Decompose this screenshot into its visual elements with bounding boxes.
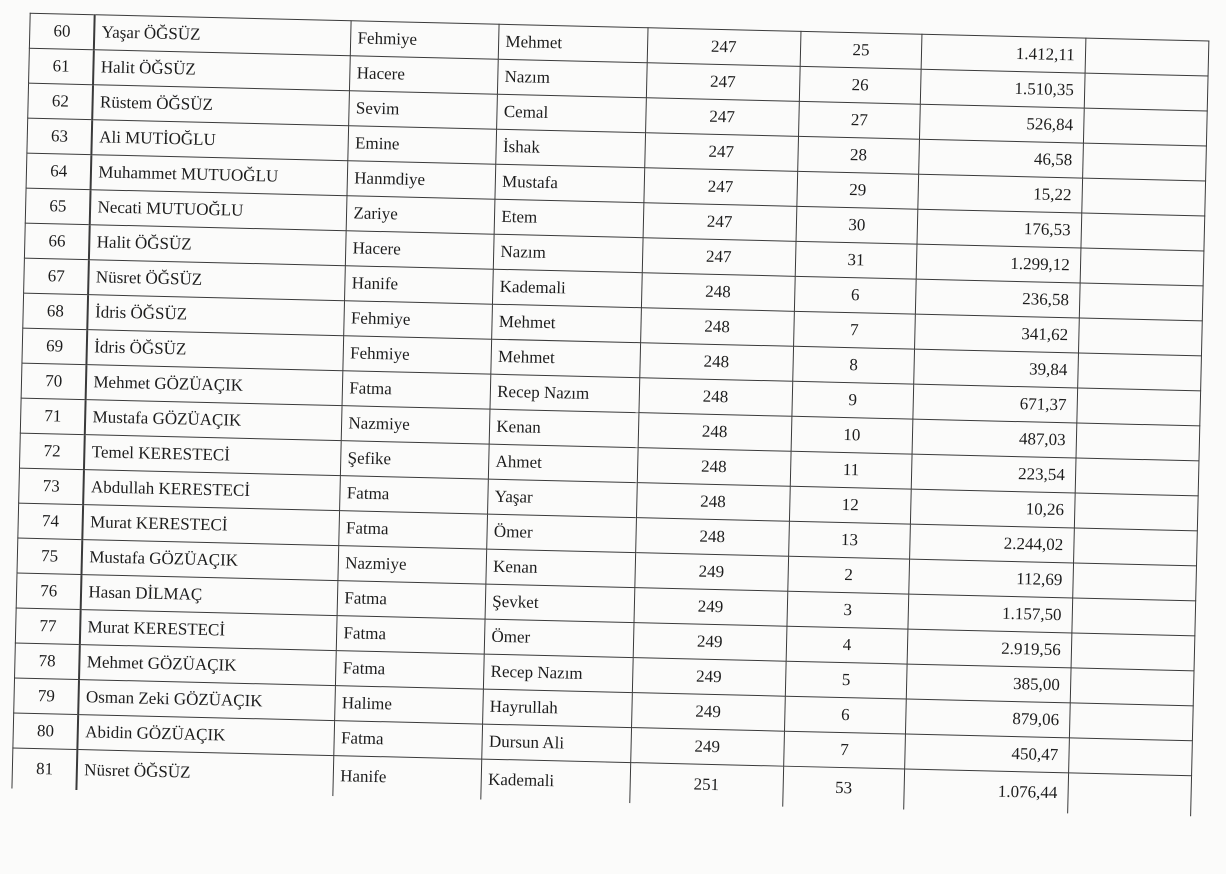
owner-name-cell: Halit ÖĞSÜZ [93, 50, 350, 91]
father-name-cell: Cemal [497, 94, 646, 132]
empty-cell [1067, 773, 1191, 816]
area-amount-cell: 879,06 [906, 699, 1070, 738]
row-number-cell: 71 [20, 398, 86, 435]
mother-name-cell: Fatma [340, 476, 489, 514]
row-number-cell: 80 [13, 713, 79, 750]
empty-cell [1068, 738, 1192, 776]
empty-cell [1077, 388, 1201, 426]
owner-name-cell: Mustafa GÖZÜAÇIK [82, 540, 339, 581]
row-number-cell: 60 [29, 13, 95, 50]
owner-name-cell: Abdullah KERESTECİ [84, 470, 341, 511]
empty-cell [1084, 73, 1208, 111]
mother-name-cell: Fatma [334, 721, 483, 759]
owner-name-cell: Murat KERESTECİ [83, 505, 340, 546]
row-number-cell: 74 [18, 503, 84, 540]
mother-name-cell: Fatma [336, 651, 485, 689]
empty-cell [1077, 353, 1201, 391]
father-name-cell: Nazım [498, 59, 647, 97]
parcel-number-cell: 6 [794, 276, 916, 314]
father-name-cell: Kademali [481, 759, 630, 803]
row-number-cell: 77 [15, 608, 81, 645]
owner-name-cell: Mehmet GÖZÜAÇIK [86, 365, 343, 406]
owner-name-cell: Hasan DİLMAÇ [81, 575, 338, 616]
owner-name-cell: Murat KERESTECİ [80, 610, 337, 651]
father-name-cell: Şevket [485, 584, 634, 622]
area-amount-cell: 450,47 [905, 734, 1069, 773]
empty-cell [1073, 528, 1197, 566]
block-number-cell: 247 [643, 203, 797, 242]
row-number-cell: 63 [27, 118, 93, 155]
father-name-cell: Kademali [493, 269, 642, 307]
block-number-cell: 249 [634, 588, 788, 627]
row-number-cell: 76 [16, 573, 82, 610]
mother-name-cell: Nazmiye [338, 546, 487, 584]
empty-cell [1082, 143, 1206, 181]
parcel-number-cell: 4 [786, 626, 908, 664]
parcel-number-cell: 10 [791, 416, 913, 454]
block-number-cell: 248 [637, 448, 791, 487]
row-number-cell: 73 [19, 468, 85, 505]
parcel-number-cell: 27 [798, 101, 920, 139]
owners-table [11, 13, 1209, 817]
mother-name-cell: Sevim [349, 91, 498, 129]
area-amount-cell: 341,62 [915, 314, 1079, 353]
parcel-number-cell: 25 [800, 31, 922, 69]
area-amount-cell: 385,00 [906, 664, 1070, 703]
father-name-cell: Dursun Ali [482, 724, 631, 762]
mother-name-cell: Zariye [347, 196, 496, 234]
parcel-number-cell: 26 [799, 66, 921, 104]
parcel-number-cell: 28 [797, 136, 919, 174]
area-amount-cell: 1.076,44 [904, 769, 1068, 813]
owner-name-cell: Halit ÖĞSÜZ [89, 225, 346, 266]
block-number-cell: 251 [629, 763, 783, 807]
area-amount-cell: 2.244,02 [910, 524, 1074, 563]
mother-name-cell: Hacere [350, 56, 499, 94]
block-number-cell: 247 [646, 63, 800, 102]
empty-cell [1074, 493, 1198, 531]
block-number-cell: 248 [641, 273, 795, 312]
parcel-number-cell: 3 [787, 591, 909, 629]
area-amount-cell: 223,54 [911, 454, 1075, 493]
row-number-cell: 64 [26, 153, 92, 190]
owner-name-cell: Nüsret ÖĞSÜZ [89, 260, 346, 301]
area-amount-cell: 487,03 [912, 419, 1076, 458]
owner-name-cell: Osman Zeki GÖZÜAÇIK [79, 680, 336, 721]
block-number-cell: 248 [639, 343, 793, 382]
empty-cell [1076, 423, 1200, 461]
block-number-cell: 247 [642, 238, 796, 277]
mother-name-cell: Fatma [342, 371, 491, 409]
mother-name-cell: Hanife [333, 756, 482, 800]
owner-name-cell: Yaşar ÖĞSÜZ [94, 15, 351, 56]
father-name-cell: Recep Nazım [490, 374, 639, 412]
parcel-number-cell: 11 [790, 451, 912, 489]
block-number-cell: 248 [639, 378, 793, 417]
owner-name-cell: İdris ÖĞSÜZ [87, 330, 344, 371]
owner-name-cell: Abidin GÖZÜAÇIK [78, 715, 335, 756]
empty-cell [1080, 248, 1204, 286]
block-number-cell: 247 [647, 28, 801, 67]
block-number-cell: 249 [634, 553, 788, 592]
area-amount-cell: 1.412,11 [921, 34, 1085, 73]
father-name-cell: Nazım [494, 234, 643, 272]
owner-name-cell: İdris ÖĞSÜZ [88, 295, 345, 336]
father-name-cell: Recep Nazım [484, 654, 633, 692]
father-name-cell: Kenan [489, 409, 638, 447]
mother-name-cell: Halime [335, 686, 484, 724]
owner-name-cell: Necati MUTUOĞLU [90, 190, 347, 231]
owner-name-cell: Ali MUTİOĞLU [92, 120, 349, 161]
row-number-cell: 62 [28, 83, 94, 120]
row-number-cell: 78 [15, 643, 81, 680]
parcel-number-cell: 6 [784, 696, 906, 734]
mother-name-cell: Fehmiye [343, 336, 492, 374]
area-amount-cell: 46,58 [919, 139, 1083, 178]
empty-cell [1072, 598, 1196, 636]
area-amount-cell: 671,37 [913, 384, 1077, 423]
block-number-cell: 248 [635, 518, 789, 557]
owner-name-cell: Temel KERESTECİ [84, 435, 341, 476]
father-name-cell: Ömer [485, 619, 634, 657]
block-number-cell: 247 [645, 98, 799, 137]
parcel-number-cell: 2 [787, 556, 909, 594]
row-number-cell: 67 [24, 258, 90, 295]
area-amount-cell: 1.157,50 [908, 594, 1072, 633]
empty-cell [1081, 213, 1205, 251]
row-number-cell: 75 [17, 538, 83, 575]
father-name-cell: Hayrullah [483, 689, 632, 727]
area-amount-cell: 236,58 [916, 279, 1080, 318]
mother-name-cell: Fatma [337, 581, 486, 619]
mother-name-cell: Şefike [341, 441, 490, 479]
area-amount-cell: 2.919,56 [907, 629, 1071, 668]
parcel-number-cell: 31 [795, 241, 917, 279]
parcel-number-cell: 7 [793, 311, 915, 349]
parcel-number-cell: 7 [783, 731, 905, 769]
parcel-number-cell: 9 [792, 381, 914, 419]
parcel-number-cell: 29 [797, 171, 919, 209]
owner-name-cell: Mustafa GÖZÜAÇIK [85, 400, 342, 441]
area-amount-cell: 15,22 [918, 174, 1082, 213]
mother-name-cell: Fehmiye [344, 301, 493, 339]
father-name-cell: Mehmet [492, 304, 641, 342]
parcel-number-cell: 5 [785, 661, 907, 699]
owners-table-body [12, 13, 1209, 816]
block-number-cell: 249 [632, 658, 786, 697]
empty-cell [1083, 108, 1207, 146]
row-number-cell: 61 [29, 48, 95, 85]
mother-name-cell: Nazmiye [342, 406, 491, 444]
empty-cell [1069, 703, 1193, 741]
row-number-cell: 69 [22, 328, 88, 365]
father-name-cell: Yaşar [488, 479, 637, 517]
parcel-number-cell: 30 [796, 206, 918, 244]
block-number-cell: 249 [633, 623, 787, 662]
mother-name-cell: Hanife [345, 266, 494, 304]
block-number-cell: 248 [636, 483, 790, 522]
father-name-cell: İshak [496, 129, 645, 167]
owner-name-cell: Mehmet GÖZÜAÇIK [79, 645, 336, 686]
empty-cell [1071, 633, 1195, 671]
empty-cell [1075, 458, 1199, 496]
area-amount-cell: 10,26 [911, 489, 1075, 528]
area-amount-cell: 176,53 [917, 209, 1081, 248]
owner-name-cell: Rüstem ÖĞSÜZ [93, 85, 350, 126]
father-name-cell: Mehmet [499, 24, 648, 62]
parcel-number-cell: 53 [782, 766, 904, 809]
area-amount-cell: 39,84 [914, 349, 1078, 388]
mother-name-cell: Fatma [337, 616, 486, 654]
empty-cell [1072, 563, 1196, 601]
parcel-number-cell: 8 [792, 346, 914, 384]
mother-name-cell: Hanmdiye [347, 161, 496, 199]
father-name-cell: Kenan [486, 549, 635, 587]
row-number-cell: 68 [23, 293, 89, 330]
row-number-cell: 79 [14, 678, 80, 715]
father-name-cell: Mehmet [491, 339, 640, 377]
empty-cell [1082, 178, 1206, 216]
mother-name-cell: Hacere [346, 231, 495, 269]
mother-name-cell: Fehmiye [351, 21, 500, 59]
mother-name-cell: Fatma [339, 511, 488, 549]
row-number-cell: 72 [19, 433, 85, 470]
block-number-cell: 247 [643, 168, 797, 207]
father-name-cell: Mustafa [495, 164, 644, 202]
block-number-cell: 249 [630, 728, 784, 767]
empty-cell [1070, 668, 1194, 706]
block-number-cell: 248 [640, 308, 794, 347]
row-number-cell: 65 [25, 188, 91, 225]
owner-name-cell: Nüsret ÖĞSÜZ [77, 750, 334, 797]
area-amount-cell: 1.299,12 [916, 244, 1080, 283]
mother-name-cell: Emine [348, 126, 497, 164]
row-number-cell: 81 [12, 748, 78, 790]
area-amount-cell: 1.510,35 [920, 69, 1084, 108]
row-number-cell: 70 [21, 363, 87, 400]
empty-cell [1085, 38, 1209, 76]
block-number-cell: 247 [644, 133, 798, 172]
owner-name-cell: Muhammet MUTUOĞLU [91, 155, 348, 196]
empty-cell [1078, 318, 1202, 356]
father-name-cell: Etem [494, 199, 643, 237]
father-name-cell: Ömer [487, 514, 636, 552]
empty-cell [1079, 283, 1203, 321]
area-amount-cell: 526,84 [920, 104, 1084, 143]
parcel-number-cell: 12 [789, 486, 911, 524]
block-number-cell: 249 [631, 693, 785, 732]
parcel-number-cell: 13 [788, 521, 910, 559]
area-amount-cell: 112,69 [909, 559, 1073, 598]
row-number-cell: 66 [24, 223, 90, 260]
father-name-cell: Ahmet [489, 444, 638, 482]
block-number-cell: 248 [638, 413, 792, 452]
